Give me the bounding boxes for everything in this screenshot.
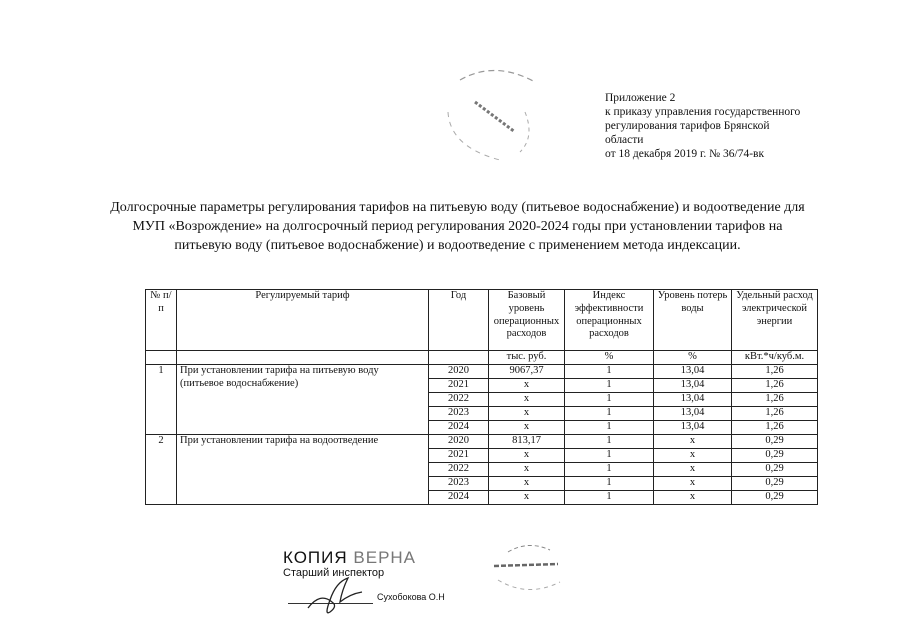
signer-name: Сухобокова О.Н (377, 592, 445, 602)
cell-base: x (489, 476, 565, 490)
document-title (90, 198, 825, 255)
row-num: 1 (146, 364, 177, 434)
cell-energy: 1,26 (732, 378, 818, 392)
cell-loss: 13,04 (654, 420, 732, 434)
cell-year: 2021 (429, 378, 489, 392)
cell-year: 2023 (429, 476, 489, 490)
cell-loss: 13,04 (654, 406, 732, 420)
cell-base: x (489, 378, 565, 392)
appendix-line: к приказу управления государственного (605, 106, 801, 118)
cell-base: x (489, 420, 565, 434)
cell-index: 1 (565, 378, 654, 392)
cell-loss: x (654, 476, 732, 490)
header-year: Год (429, 290, 489, 351)
cell-year: 2022 (429, 462, 489, 476)
table-units-row (146, 351, 818, 365)
cell-index: 1 (565, 392, 654, 406)
header-loss: Уровень потерь воды (654, 290, 732, 351)
cell-year: 2020 (429, 364, 489, 378)
cell-base: x (489, 490, 565, 504)
table-row (146, 364, 818, 378)
stamp-icon (440, 62, 550, 162)
table-header-row (146, 290, 818, 351)
header-energy: Удельный расход электрической энергии (732, 290, 818, 351)
cell-index: 1 (565, 462, 654, 476)
cell-energy: 0,29 (732, 434, 818, 448)
cell-energy: 1,26 (732, 364, 818, 378)
cell-index: 1 (565, 476, 654, 490)
title-line: МУП «Возрождение» на долгосрочный период регулирования 2020-2024 годы при установлении тарифов на (132, 219, 783, 234)
cell-year: 2024 (429, 490, 489, 504)
tariff-name: При установлении тарифа на водоотведение (177, 434, 429, 504)
cell-index: 1 (565, 406, 654, 420)
appendix-header (605, 91, 865, 161)
cell-energy: 0,29 (732, 448, 818, 462)
copy-label: КОПИЯ (283, 548, 348, 567)
table-row (146, 434, 818, 448)
unit-base: тыс. руб. (489, 351, 565, 365)
cell-energy: 0,29 (732, 476, 818, 490)
cell-year: 2020 (429, 434, 489, 448)
title-line: Долгосрочные параметры регулирования тарифов на питьевую воду (питьевое водоснабжение) и водоотведение для (110, 200, 805, 215)
cell-loss: 13,04 (654, 378, 732, 392)
cell-base: x (489, 462, 565, 476)
cell-loss: 13,04 (654, 364, 732, 378)
cell-base: x (489, 448, 565, 462)
tariff-parameters-table (145, 289, 818, 505)
header-tariff: Регулируемый тариф (177, 290, 429, 351)
header-base: Базовый уровень операционных расходов (489, 290, 565, 351)
cell-year: 2024 (429, 420, 489, 434)
cell-loss: x (654, 434, 732, 448)
copy-verified-label: ВЕРНА (353, 548, 417, 567)
title-line: питьевую воду (питьевое водоснабжение) и водоотведение с применением метода индексации. (174, 238, 741, 253)
appendix-line: Приложение 2 (605, 92, 676, 104)
cell-index: 1 (565, 490, 654, 504)
cell-index: 1 (565, 364, 654, 378)
inspector-position: Старший инспектор (283, 567, 385, 579)
cell-energy: 0,29 (732, 462, 818, 476)
cell-energy: 0,29 (732, 490, 818, 504)
tariff-name: При установлении тарифа на питьевую воду (питьевое водоснабжение) (177, 364, 429, 434)
cell-base: 9067,37 (489, 364, 565, 378)
unit-index: % (565, 351, 654, 365)
cell-base: x (489, 406, 565, 420)
appendix-line: области (605, 134, 644, 146)
cell-index: 1 (565, 448, 654, 462)
cell-loss: 13,04 (654, 392, 732, 406)
cell-loss: x (654, 490, 732, 504)
row-num: 2 (146, 434, 177, 504)
header-index: Индекс эффективности операционных расходов (565, 290, 654, 351)
cell-energy: 1,26 (732, 406, 818, 420)
cell-year: 2022 (429, 392, 489, 406)
cell-index: 1 (565, 420, 654, 434)
stamp-icon (488, 540, 568, 600)
cell-loss: x (654, 462, 732, 476)
cell-energy: 1,26 (732, 392, 818, 406)
appendix-line: регулирования тарифов Брянской (605, 120, 770, 132)
cell-year: 2023 (429, 406, 489, 420)
cell-base: x (489, 392, 565, 406)
cell-index: 1 (565, 434, 654, 448)
cell-base: 813,17 (489, 434, 565, 448)
appendix-line: от 18 декабря 2019 г. № 36/74-вк (605, 148, 765, 160)
cell-loss: x (654, 448, 732, 462)
unit-loss: % (654, 351, 732, 365)
header-num: № п/п (146, 290, 177, 351)
cell-energy: 1,26 (732, 420, 818, 434)
copy-stamp-text (283, 548, 416, 568)
unit-energy: кВт.*ч/куб.м. (732, 351, 818, 365)
cell-year: 2021 (429, 448, 489, 462)
